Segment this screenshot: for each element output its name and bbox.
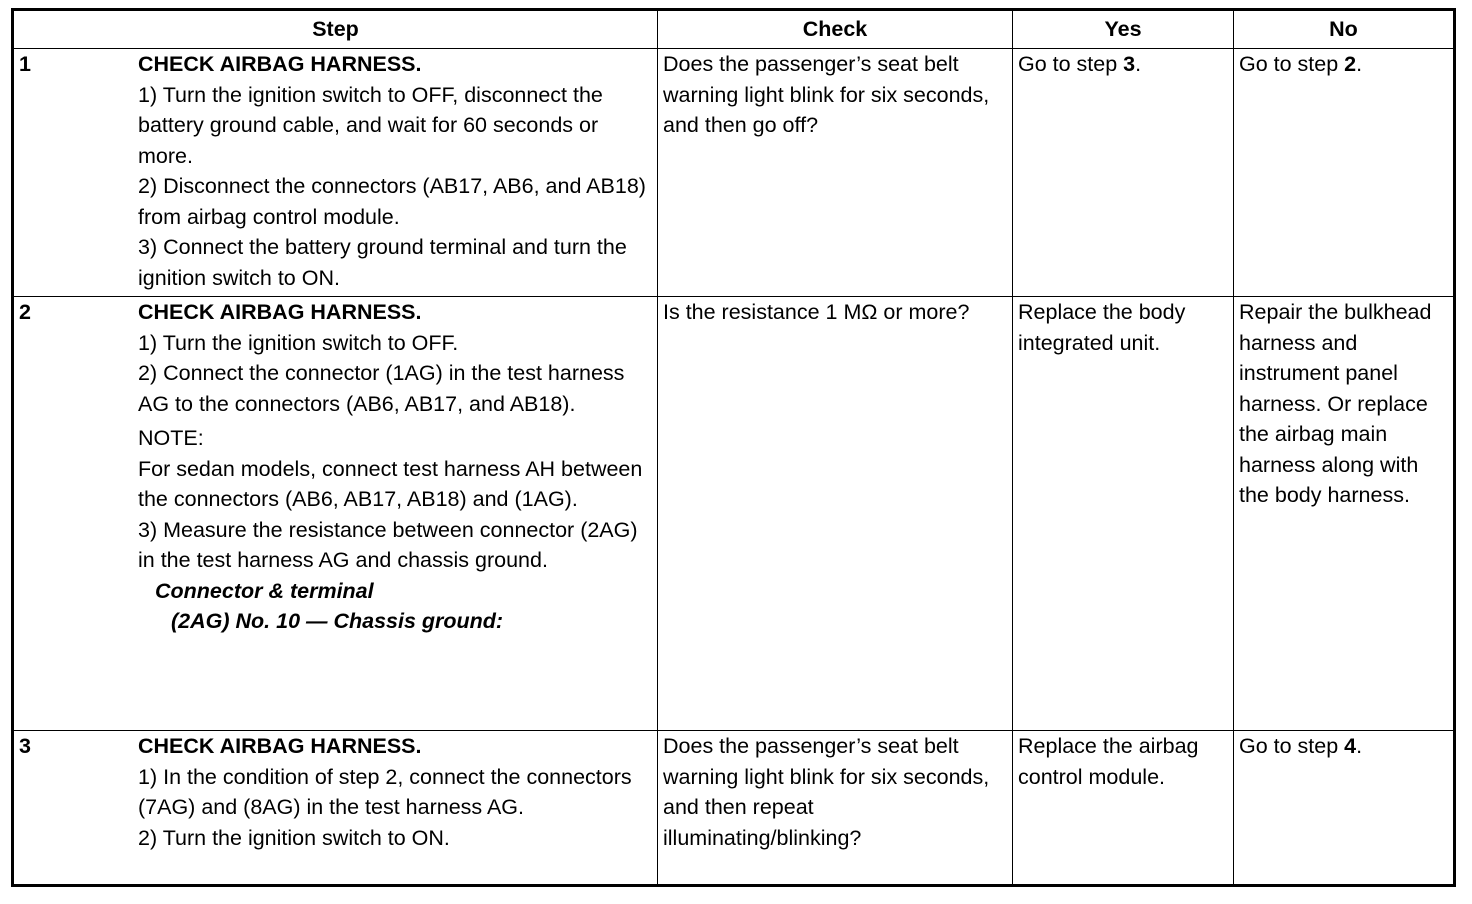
yes-step-link: 3 bbox=[1123, 52, 1136, 76]
diagnostic-table bbox=[11, 8, 1456, 887]
step-number: 2 bbox=[19, 300, 31, 324]
step-body bbox=[138, 297, 657, 637]
no-prefix: Go to step bbox=[1239, 52, 1345, 76]
yes-suffix: . bbox=[1135, 52, 1142, 76]
no-suffix: . bbox=[1356, 52, 1363, 76]
no-cell bbox=[1234, 731, 1455, 886]
no-step-link: 4 bbox=[1344, 734, 1357, 758]
spec-value: (2AG) No. 10 — Chassis ground: bbox=[171, 609, 504, 633]
header-yes: Yes bbox=[1013, 10, 1234, 49]
step-title: CHECK AIRBAG HARNESS. bbox=[138, 734, 422, 758]
table-row bbox=[13, 297, 1455, 731]
table-row bbox=[13, 49, 1455, 297]
step-cell bbox=[13, 731, 658, 886]
step-instruction: 1) Turn the ignition switch to OFF, disconnect the battery ground cable, and wait for 60 seconds or more. bbox=[138, 82, 603, 168]
step-instruction: 1) In the condition of step 2, connect the connectors (7AG) and (8AG) in the test harness AG. bbox=[138, 764, 632, 819]
yes-cell bbox=[1013, 49, 1234, 297]
step-cell bbox=[13, 49, 658, 297]
step-instruction: 1) Turn the ignition switch to OFF. bbox=[138, 330, 459, 355]
yes-cell: Replace the body integrated unit. bbox=[1013, 297, 1234, 731]
no-prefix: Go to step bbox=[1239, 734, 1345, 758]
check-cell: Does the passenger’s seat belt warning light blink for six seconds, and then go off? bbox=[658, 49, 1013, 297]
note-label: NOTE: bbox=[138, 426, 204, 450]
step-instruction: 3) Measure the resistance between connector (2AG) in the test harness AG and chassis ground. bbox=[138, 517, 638, 572]
step-title: CHECK AIRBAG HARNESS. bbox=[138, 52, 422, 76]
step-cell bbox=[13, 297, 658, 731]
header-row bbox=[13, 10, 1455, 49]
header-no: No bbox=[1234, 10, 1455, 49]
step-number: 3 bbox=[19, 734, 31, 758]
header-step: Step bbox=[13, 10, 658, 49]
header-check: Check bbox=[658, 10, 1013, 49]
check-cell: Does the passenger’s seat belt warning light blink for six seconds, and then repeat illuminating/blinking? bbox=[658, 731, 1013, 886]
no-cell: Repair the bulkhead harness and instrument panel harness. Or replace the airbag main harness along with the body harness. bbox=[1234, 297, 1455, 731]
step-instruction: 2) Turn the ignition switch to ON. bbox=[138, 825, 450, 850]
step-instruction: 3) Connect the battery ground terminal and turn the ignition switch to ON. bbox=[138, 235, 627, 290]
step-number: 1 bbox=[19, 52, 31, 76]
step-instruction: 2) Disconnect the connectors (AB17, AB6, and AB18) from airbag control module. bbox=[138, 174, 646, 229]
yes-prefix: Go to step bbox=[1018, 52, 1124, 76]
note-text: For sedan models, connect test harness AH between the connectors (AB6, AB17, AB18) and (1AG). bbox=[138, 456, 643, 511]
table-row bbox=[13, 731, 1455, 886]
step-body bbox=[138, 49, 657, 293]
check-cell: Is the resistance 1 MΩ or more? bbox=[658, 297, 1013, 731]
step-title: CHECK AIRBAG HARNESS. bbox=[138, 300, 422, 324]
no-suffix: . bbox=[1356, 734, 1363, 758]
no-step-link: 2 bbox=[1344, 52, 1357, 76]
no-cell bbox=[1234, 49, 1455, 297]
yes-cell: Replace the airbag control module. bbox=[1013, 731, 1234, 886]
step-instruction: 2) Connect the connector (1AG) in the test harness AG to the connectors (AB6, AB17, and AB18). bbox=[138, 361, 625, 416]
step-body bbox=[138, 731, 657, 853]
spec-label: Connector & terminal bbox=[155, 578, 374, 603]
